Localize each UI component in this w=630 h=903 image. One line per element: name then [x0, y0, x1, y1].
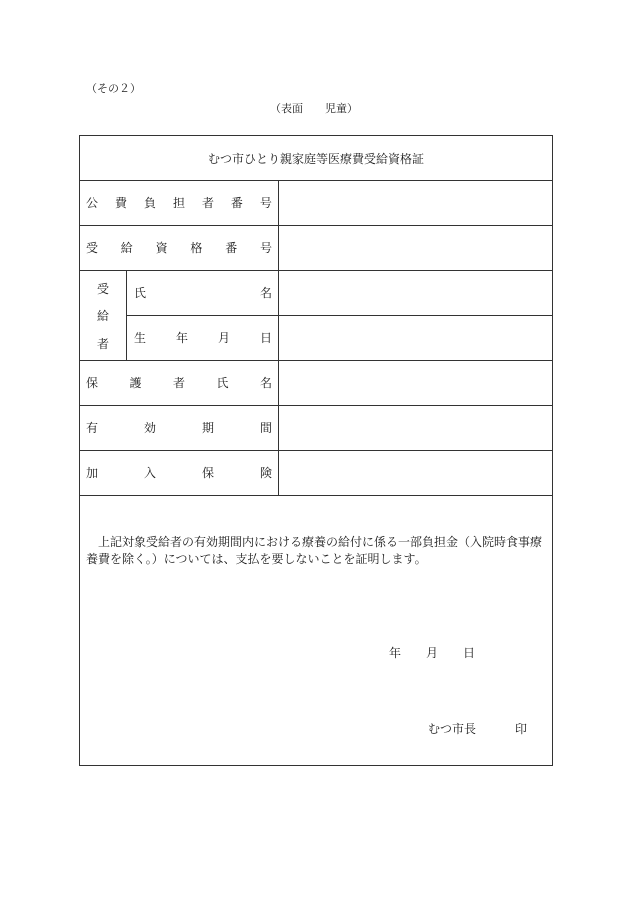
certification-statement: 上記対象受給者の有効期間内における療養の給付に係る一部負担金（入院時食事療養費を除く。）については、支払を要しないことを証明します。 [86, 535, 543, 566]
mayor-signature [428, 720, 527, 737]
label-char: 氏 [134, 286, 147, 300]
label-char: 険 [259, 466, 272, 480]
label-char: 保 [86, 376, 99, 390]
name-value[interactable] [279, 271, 552, 315]
label-char: 費 [114, 196, 127, 210]
side-label-child: 児童） [325, 102, 358, 115]
insurance-value[interactable] [279, 451, 552, 495]
name-label [134, 270, 272, 315]
label-char: 番 [225, 241, 238, 255]
label-char: 者 [96, 336, 109, 351]
recipient-group-label [80, 271, 126, 361]
guardian-name-label [86, 360, 272, 405]
birth-date-value[interactable] [279, 316, 552, 360]
column-divider [126, 270, 127, 360]
label-char: 番 [230, 196, 243, 210]
seal-mark: 印 [515, 722, 528, 736]
label-char: 給 [96, 309, 109, 324]
label-char: 受 [96, 282, 109, 297]
row-divider [80, 495, 552, 496]
label-char: 日 [259, 331, 272, 345]
label-char: 公 [86, 196, 99, 210]
valid-period-value[interactable] [279, 406, 552, 450]
label-char: 者 [172, 376, 185, 390]
certificate-form [79, 135, 553, 766]
label-char: 名 [259, 286, 272, 300]
label-char: 護 [129, 376, 142, 390]
label-char: 号 [259, 196, 272, 210]
label-char: 担 [172, 196, 185, 210]
issue-date [389, 644, 475, 661]
label-char: 期 [201, 421, 214, 435]
mayor-title: むつ市長 [428, 722, 477, 736]
date-day: 日 [463, 646, 476, 660]
label-char: 号 [259, 241, 272, 255]
certificate-title: むつ市ひとり親家庭等医療費受給資格証 [207, 151, 424, 166]
insurance-label [86, 450, 272, 495]
label-char: 間 [259, 421, 272, 435]
birth-date-label [134, 315, 272, 360]
date-year: 年 [389, 646, 402, 660]
public-burden-number-label [86, 180, 272, 225]
label-char: 給 [120, 241, 133, 255]
side-label [270, 100, 358, 116]
public-burden-number-value[interactable] [279, 181, 552, 225]
label-char: 年 [175, 331, 188, 345]
recipient-number-value[interactable] [279, 226, 552, 270]
label-char: 有 [86, 421, 99, 435]
label-char: 受 [86, 241, 99, 255]
label-char: 月 [217, 331, 230, 345]
label-char: 名 [259, 376, 272, 390]
form-number-label: （その２） [86, 82, 141, 95]
side-label-front: （表面 [270, 102, 303, 115]
valid-period-label [86, 405, 272, 450]
label-char: 資 [155, 241, 168, 255]
label-char: 入 [143, 466, 156, 480]
recipient-number-label [86, 225, 272, 270]
label-char: 氏 [216, 376, 229, 390]
label-char: 生 [134, 331, 147, 345]
label-char: 者 [201, 196, 214, 210]
date-month: 月 [426, 646, 439, 660]
guardian-name-value[interactable] [279, 361, 552, 405]
label-char: 加 [86, 466, 99, 480]
label-char: 効 [143, 421, 156, 435]
label-char: 保 [201, 466, 214, 480]
label-char: 格 [190, 241, 203, 255]
label-char: 負 [143, 196, 156, 210]
